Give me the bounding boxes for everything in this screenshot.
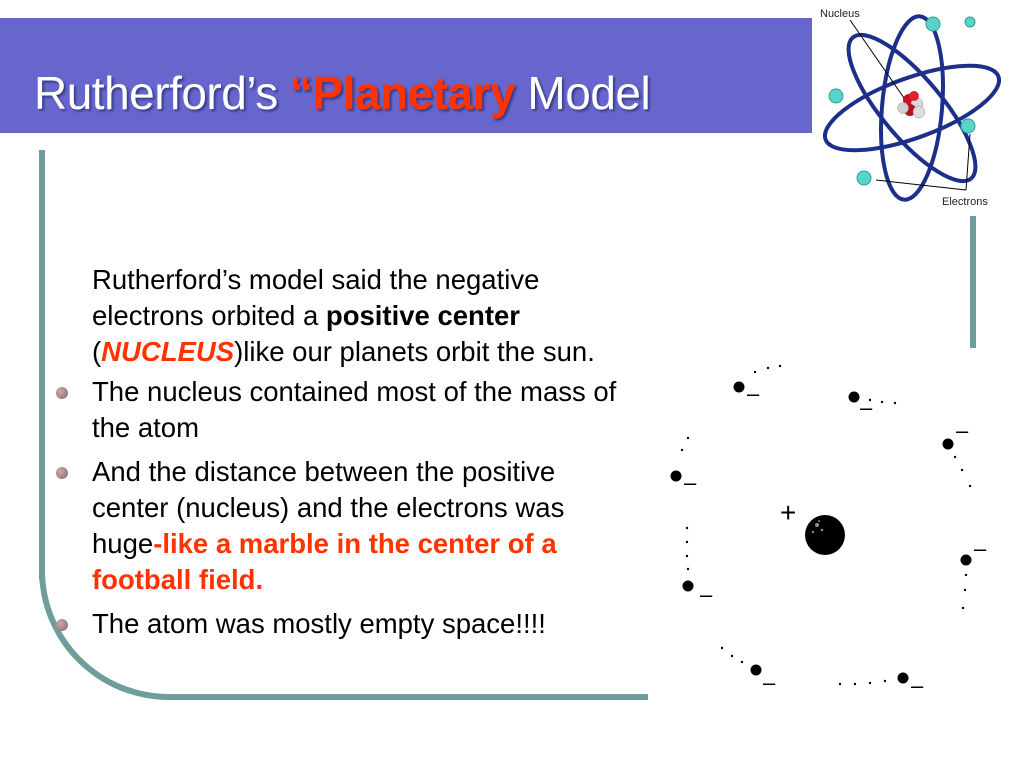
electron-dot — [671, 471, 682, 482]
bullet-text: The atom was mostly empty space!!!! — [92, 608, 546, 639]
electron-dot — [683, 581, 694, 592]
electron-ball — [926, 17, 940, 31]
bullet-highlight: -like a marble in the center of a football field. — [92, 528, 557, 595]
nucleus-pointer — [850, 20, 904, 98]
nucleus-label: Nucleus — [820, 8, 860, 20]
title-prefix: Rutherford’s — [34, 67, 291, 119]
electron-ball — [965, 17, 975, 27]
bullet-item — [92, 454, 632, 598]
bullet-icon — [56, 619, 68, 631]
bullet-text: The nucleus contained most of the mass of the atom — [92, 376, 617, 443]
nucleus-ball — [805, 515, 845, 555]
bullet-item — [92, 606, 632, 642]
electron-ball — [961, 119, 975, 133]
electron-charge: – — [974, 536, 987, 561]
slide-title — [34, 66, 650, 120]
intro-text-2: ( — [92, 336, 102, 367]
electron-charge: – — [684, 470, 697, 495]
electron-ball — [829, 89, 843, 103]
electron-ball — [857, 171, 871, 185]
atom-svg — [812, 0, 1024, 216]
planetary-diagram — [660, 360, 1000, 700]
body-text — [92, 262, 632, 650]
electron-dot — [943, 439, 954, 450]
electron-charge: – — [700, 582, 713, 607]
electron-dot — [898, 673, 909, 684]
electron-dot — [849, 392, 860, 403]
electron-dot — [961, 555, 972, 566]
title-suffix: Model — [515, 67, 651, 119]
intro-paragraph — [92, 262, 632, 370]
electron-charge: – — [763, 670, 776, 695]
nucleus-charge: + — [780, 497, 797, 528]
bullet-icon — [56, 387, 68, 399]
electron-charge: – — [747, 381, 760, 406]
bullet-icon — [56, 467, 68, 479]
electron-charge: – — [956, 418, 969, 443]
intro-nucleus: NUCLEUS — [101, 336, 235, 367]
frame-bottom-bar — [190, 694, 648, 700]
electron-charge: – — [911, 673, 924, 698]
electron-charge: – — [860, 395, 873, 420]
frame-left-bar — [39, 150, 45, 580]
electrons-label: Electrons — [942, 196, 988, 208]
bullet-item — [92, 374, 632, 446]
intro-text-1: Rutherford’s model said the negative electrons orbited a — [92, 264, 540, 331]
electron-dot — [734, 382, 745, 393]
intro-bold: positive center — [325, 300, 520, 331]
electron-dot — [751, 665, 762, 676]
intro-text-3: )like our planets orbit the sun. — [234, 336, 595, 367]
bullet-text: And the distance between the positive center (nucleus) and the electrons was huge — [92, 456, 565, 559]
title-highlight: “Planetary — [290, 67, 516, 119]
planetary-svg — [660, 360, 1000, 700]
atom-illustration — [812, 0, 1024, 216]
frame-right-bar — [970, 212, 976, 348]
